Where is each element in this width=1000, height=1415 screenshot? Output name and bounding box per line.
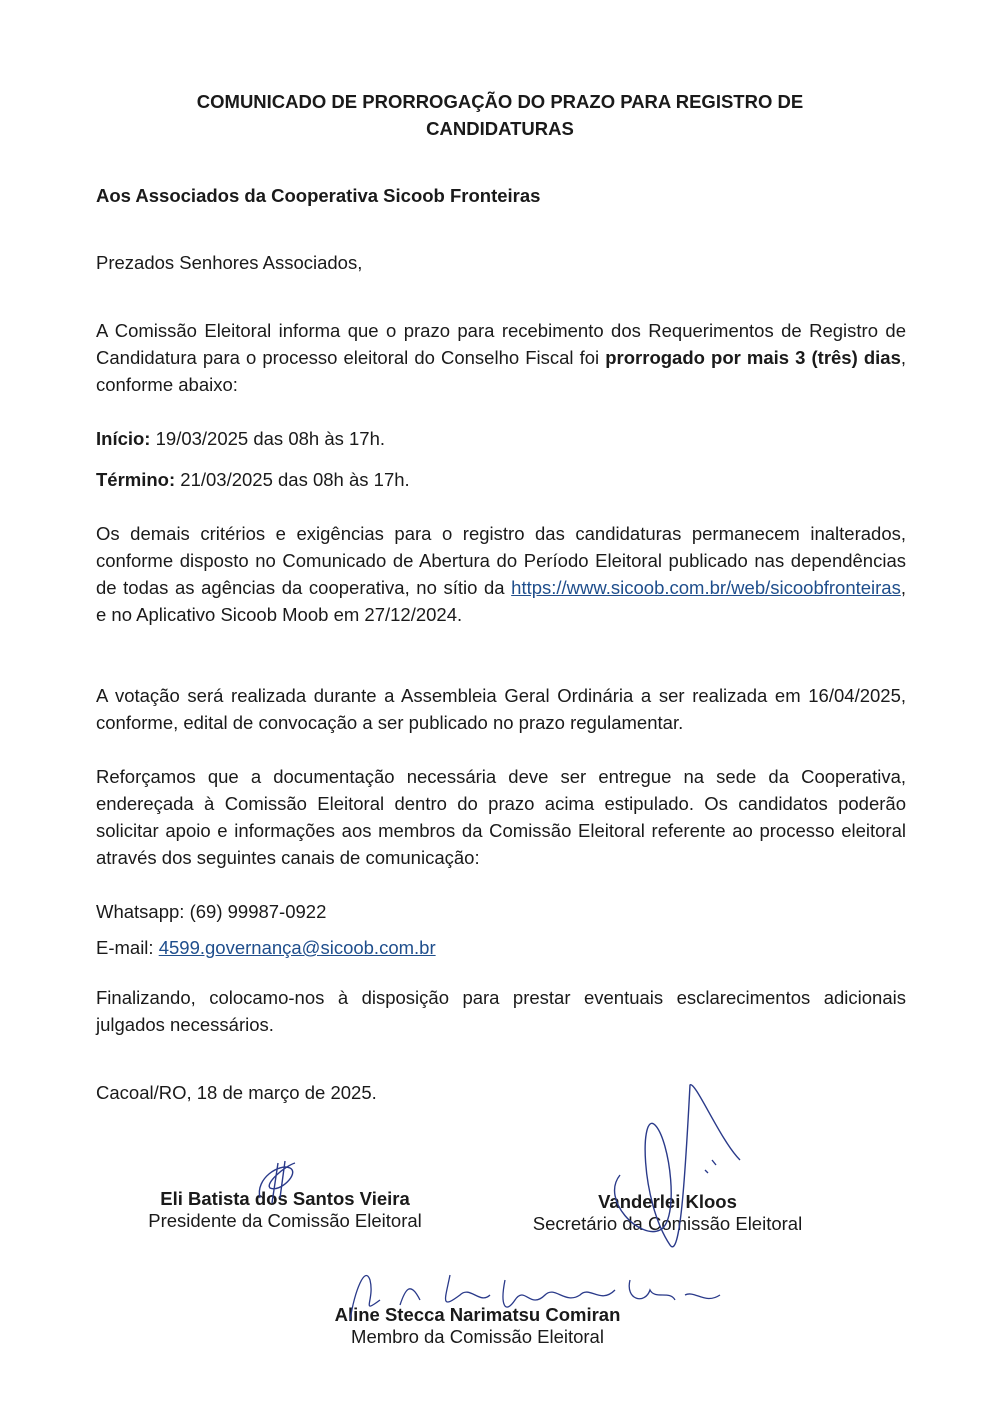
start-label: Início: <box>96 428 151 449</box>
signatory-name: Eli Batista dos Santos Vieira <box>160 1188 410 1209</box>
title-line-2: CANDIDATURAS <box>426 118 574 139</box>
paragraph-voting: A votação será realizada durante a Assembleia Geral Ordinária a ser realizada em 16/04/2025, conforme, edital de convocação a ser publicado no prazo regulamentar. <box>96 685 906 733</box>
whatsapp-contact: Whatsapp: (69) 99987-0922 <box>96 901 327 922</box>
sicoob-link[interactable]: https://www.sicoob.com.br/web/sicoobfronteiras <box>511 577 901 598</box>
document-title <box>0 88 1000 142</box>
signatory-name: Vanderlei Kloos <box>598 1191 737 1212</box>
signatory-role: Membro da Comissão Eleitoral <box>351 1326 604 1347</box>
p1-end: , conforme abaixo: <box>96 347 906 395</box>
email-label: E-mail: <box>96 937 159 958</box>
p1-bold: prorrogado por mais 3 (três) dias <box>605 347 901 368</box>
start-value: 19/03/2025 das 08h às 17h. <box>150 428 386 449</box>
greeting: Prezados Senhores Associados, <box>96 252 363 273</box>
email-link[interactable]: 4599.governança@sicoob.com.br <box>158 937 436 958</box>
email-contact <box>96 934 906 961</box>
start-date <box>96 425 906 452</box>
paragraph-criteria <box>96 520 906 628</box>
end-date <box>96 466 906 493</box>
signatory-name: Aline Stecca Narimatsu Comiran <box>334 1304 621 1325</box>
p2-end: , e no Aplicativo Sicoob Moob em 27/12/2024. <box>96 577 906 625</box>
signatory-role: Presidente da Comissão Eleitoral <box>148 1210 422 1231</box>
p2-text: Os demais critérios e exigências para o registro das candidaturas permanecem inalterados, conforme disposto no Comunicado de Abertura do Período Eleitoral publicado nas dependências de todas as agências da cooperativa, no sítio da <box>96 523 906 598</box>
signature-block-president <box>120 1188 450 1232</box>
signature-block-secretary <box>500 1191 835 1235</box>
place-date: Cacoal/RO, 18 de março de 2025. <box>96 1082 377 1103</box>
end-value: 21/03/2025 das 08h às 17h. <box>175 469 410 490</box>
paragraph-closing: Finalizando, colocamo-nos à disposição para prestar eventuais esclarecimentos adicionais julgados necessários. <box>96 987 906 1035</box>
addressee: Aos Associados da Cooperativa Sicoob Fronteiras <box>96 185 541 206</box>
paragraph-extension <box>96 317 906 398</box>
paragraph-documentation: Reforçamos que a documentação necessária deve ser entregue na sede da Cooperativa, endereçada à Comissão Eleitoral dentro do prazo acima estipulado. Os candidatos poderão solicitar apoio e informações aos membros da Comissão Eleitoral referente ao processo eleitoral através dos seguintes canais de comunicação: <box>96 766 906 868</box>
p1-text: A Comissão Eleitoral informa que o prazo para recebimento dos Requerimentos de Registro de Candidatura para o processo eleitoral do Conselho Fiscal foi <box>96 320 906 368</box>
title-line-1: COMUNICADO DE PRORROGAÇÃO DO PRAZO PARA REGISTRO DE <box>196 91 804 112</box>
signatory-role: Secretário da Comissão Eleitoral <box>532 1213 803 1234</box>
handwritten-signature-secretary <box>600 1080 760 1270</box>
end-label: Término: <box>96 469 176 490</box>
signature-block-member <box>300 1304 655 1348</box>
